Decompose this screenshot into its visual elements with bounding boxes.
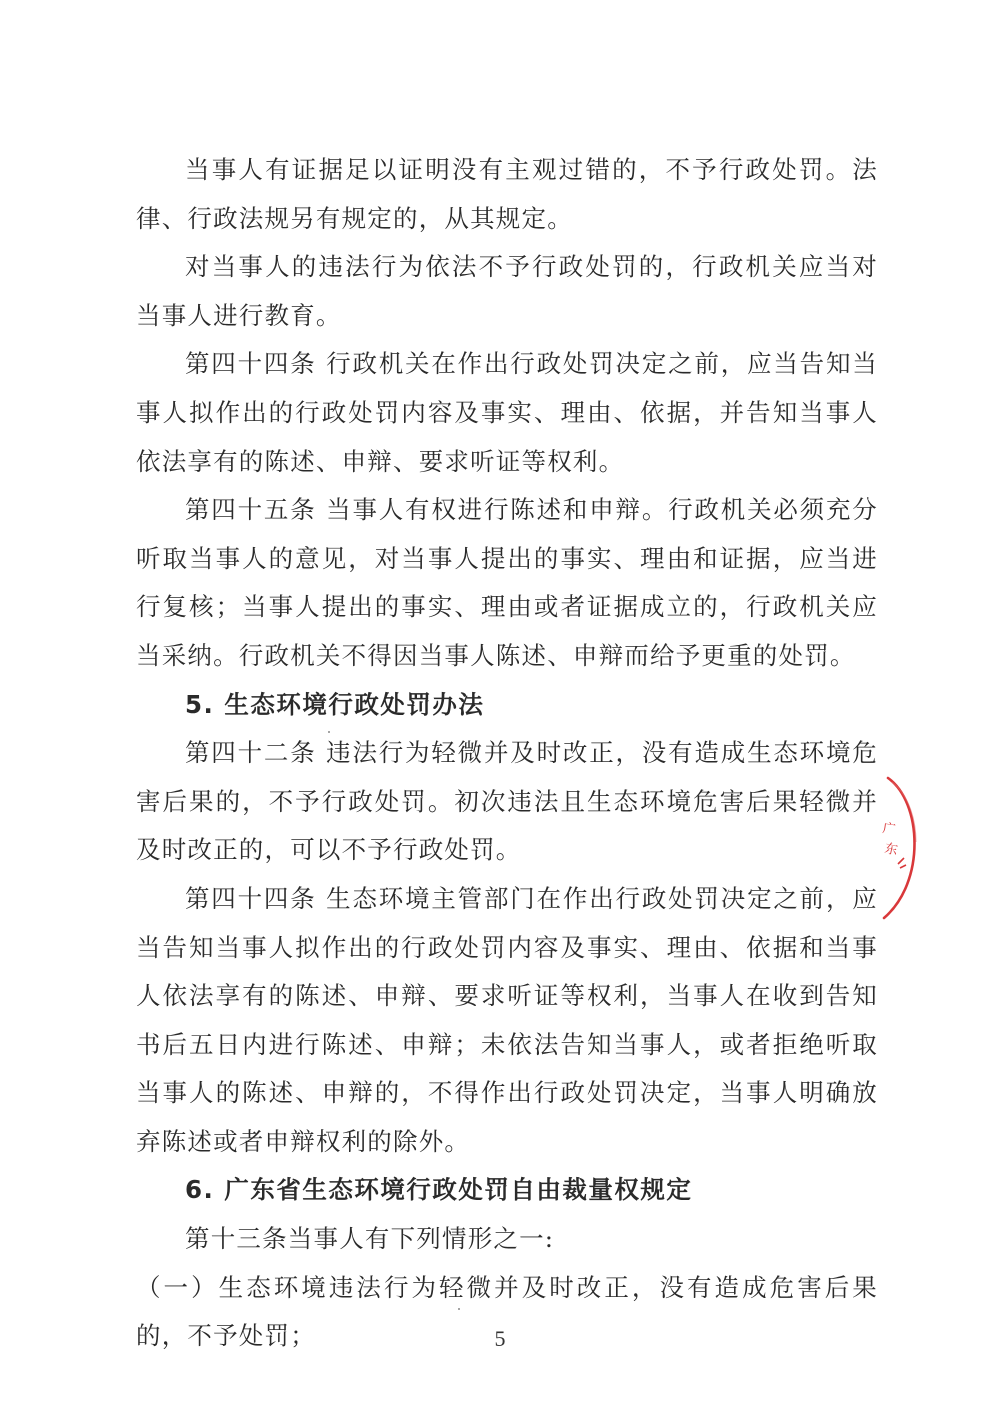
- document-body: [136, 146, 878, 1361]
- paragraph: 对当事人的违法行为依法不予行政处罚的，行政机关应当对当事人进行教育。: [136, 252, 878, 330]
- article-42-paragraph: 第四十二条 违法行为轻微并及时改正，没有造成生态环境危害后果的，不予行政处罚。初次违法且生态环境危害后果轻微并及时改正的，可以不予行政处罚。: [136, 738, 878, 865]
- article-45-paragraph: 第四十五条 当事人有权进行陈述和申辩。行政机关必须充分听取当事人的意见，对当事人提出的事实、理由和证据，应当进行复核；当事人提出的事实、理由或者证据成立的，行政机关应当采纳。行政机关不得因当事人陈述、申辩而给予更重的处罚。: [136, 495, 878, 670]
- article-44-eco-paragraph: 第四十四条 生态环境主管部门在作出行政处罚决定之前，应当告知当事人拟作出的行政处罚内容及事实、理由、依据和当事人依法享有的陈述、申辩、要求听证等权利，当事人在收到告知书后五日内进行陈述、申辩；未依法告知当事人，或者拒绝听取当事人的陈述、申辩的，不得作出行政处罚决定，当事人明确放弃陈述或者申辩权利的除外。: [136, 883, 878, 1156]
- section-heading-6: 6. 广东省生态环境行政处罚自由裁量权规定: [185, 1175, 693, 1205]
- list-item-1: （一）生态环境违法行为轻微并及时改正，没有造成危害后果的，不予处罚；: [136, 1272, 878, 1351]
- article-44-paragraph: 第四十四条 行政机关在作出行政处罚决定之前，应当告知当事人拟作出的行政处罚内容及事实、理由、依据，并告知当事人依法享有的陈述、申辩、要求听证等权利。: [136, 349, 878, 476]
- official-seal-stamp: [870, 772, 930, 922]
- scan-speck: [328, 731, 330, 733]
- article-13-paragraph: 第十三条当事人有下列情形之一:: [185, 1224, 555, 1254]
- svg-text:东: 东: [883, 841, 900, 859]
- scan-speck: [458, 1308, 460, 1310]
- svg-text:广: 广: [881, 821, 897, 838]
- section-heading-5: 5. 生态环境行政处罚办法: [185, 689, 485, 719]
- paragraph: 当事人有证据足以证明没有主观过错的，不予行政处罚。法律、行政法规另有规定的，从其规定。: [136, 155, 878, 233]
- page-number: 5: [494, 1326, 506, 1351]
